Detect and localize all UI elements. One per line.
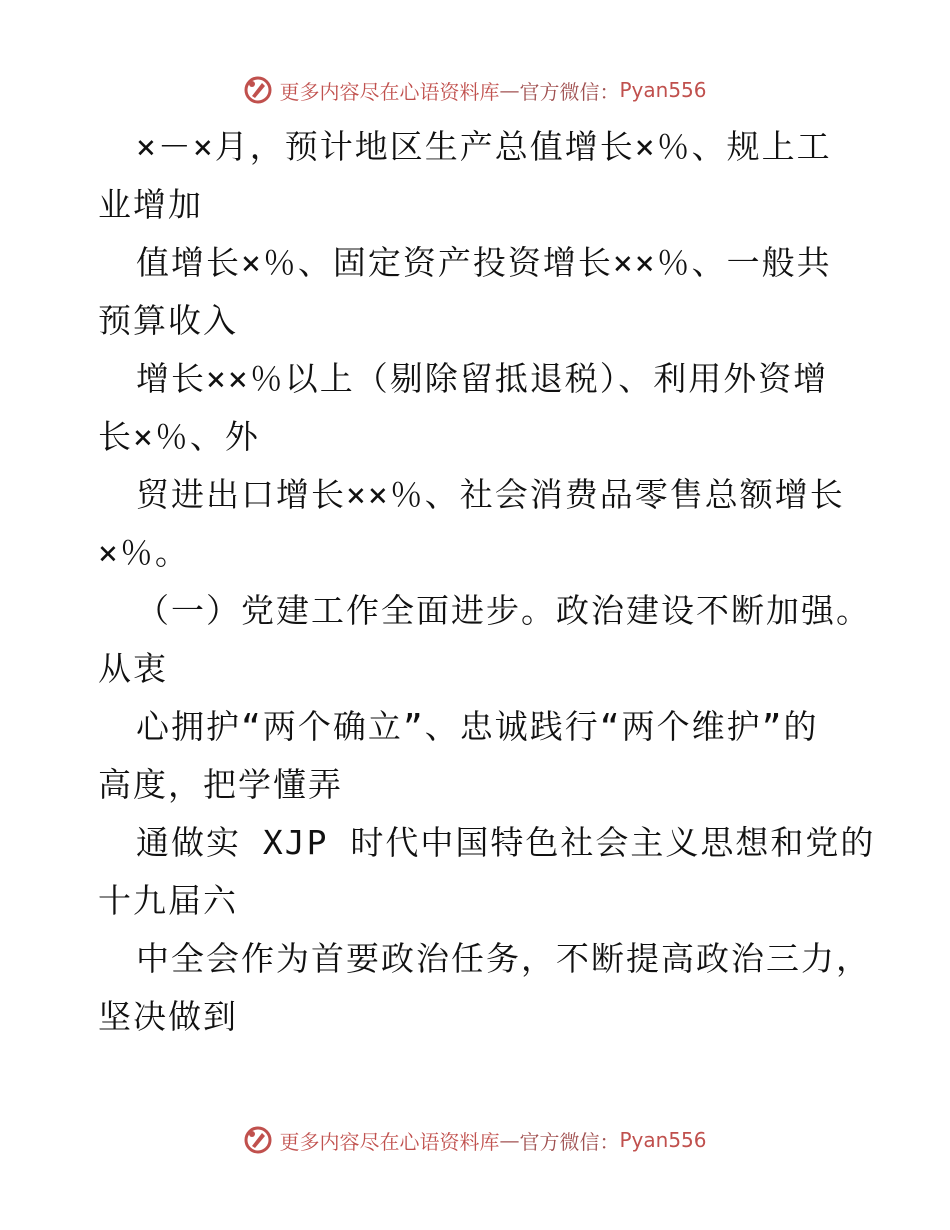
text-line: 通做实 XJP 时代中国特色社会主义思想和党的 (136, 823, 876, 862)
text-line: 坚决做到 (98, 997, 238, 1036)
pen-seal-logo-icon (243, 1125, 273, 1155)
text-line: 长×％、外 (98, 417, 260, 456)
document-body (98, 118, 876, 1046)
watermark-official-label: 官方微信： (519, 79, 620, 104)
watermark-separator: — (499, 78, 520, 102)
text-line: 高度，把学懂弄 (98, 765, 343, 804)
watermark-lead-text: 更多内容尽在心语资料库 (279, 79, 500, 104)
text-line: 业增加 (98, 185, 203, 224)
text-line: （一）党建工作全面进步。政治建设不断加强。 (136, 591, 871, 630)
text-line: 增长××％以上（剔除留抵退税）、利用外资增 (136, 359, 829, 398)
text-line: 十九届六 (98, 881, 238, 920)
watermark-separator: — (499, 1128, 520, 1152)
text-line: 从衷 (98, 649, 168, 688)
watermark-wechat-id: Pyan556 (619, 78, 707, 102)
text-line: 预算收入 (98, 301, 238, 340)
watermark-wechat-id: Pyan556 (619, 1128, 707, 1152)
text-line: 心拥护“两个确立”、忠诚践行“两个维护”的 (136, 707, 819, 746)
watermark-lead-text: 更多内容尽在心语资料库 (279, 1129, 500, 1154)
footer-watermark (0, 1120, 950, 1160)
watermark-official-label: 官方微信： (519, 1129, 620, 1154)
text-line: 值增长×％、固定资产投资增长××％、一般共 (136, 243, 832, 282)
text-line: ×－×月，预计地区生产总值增长×％、规上工 (136, 127, 832, 166)
text-line: ×％。 (98, 533, 190, 572)
text-line: 中全会作为首要政治任务，不断提高政治三力， (136, 939, 871, 978)
text-line: 贸进出口增长××％、社会消费品零售总额增长 (136, 475, 845, 514)
pen-seal-logo-icon (243, 75, 273, 105)
header-watermark (0, 70, 950, 110)
